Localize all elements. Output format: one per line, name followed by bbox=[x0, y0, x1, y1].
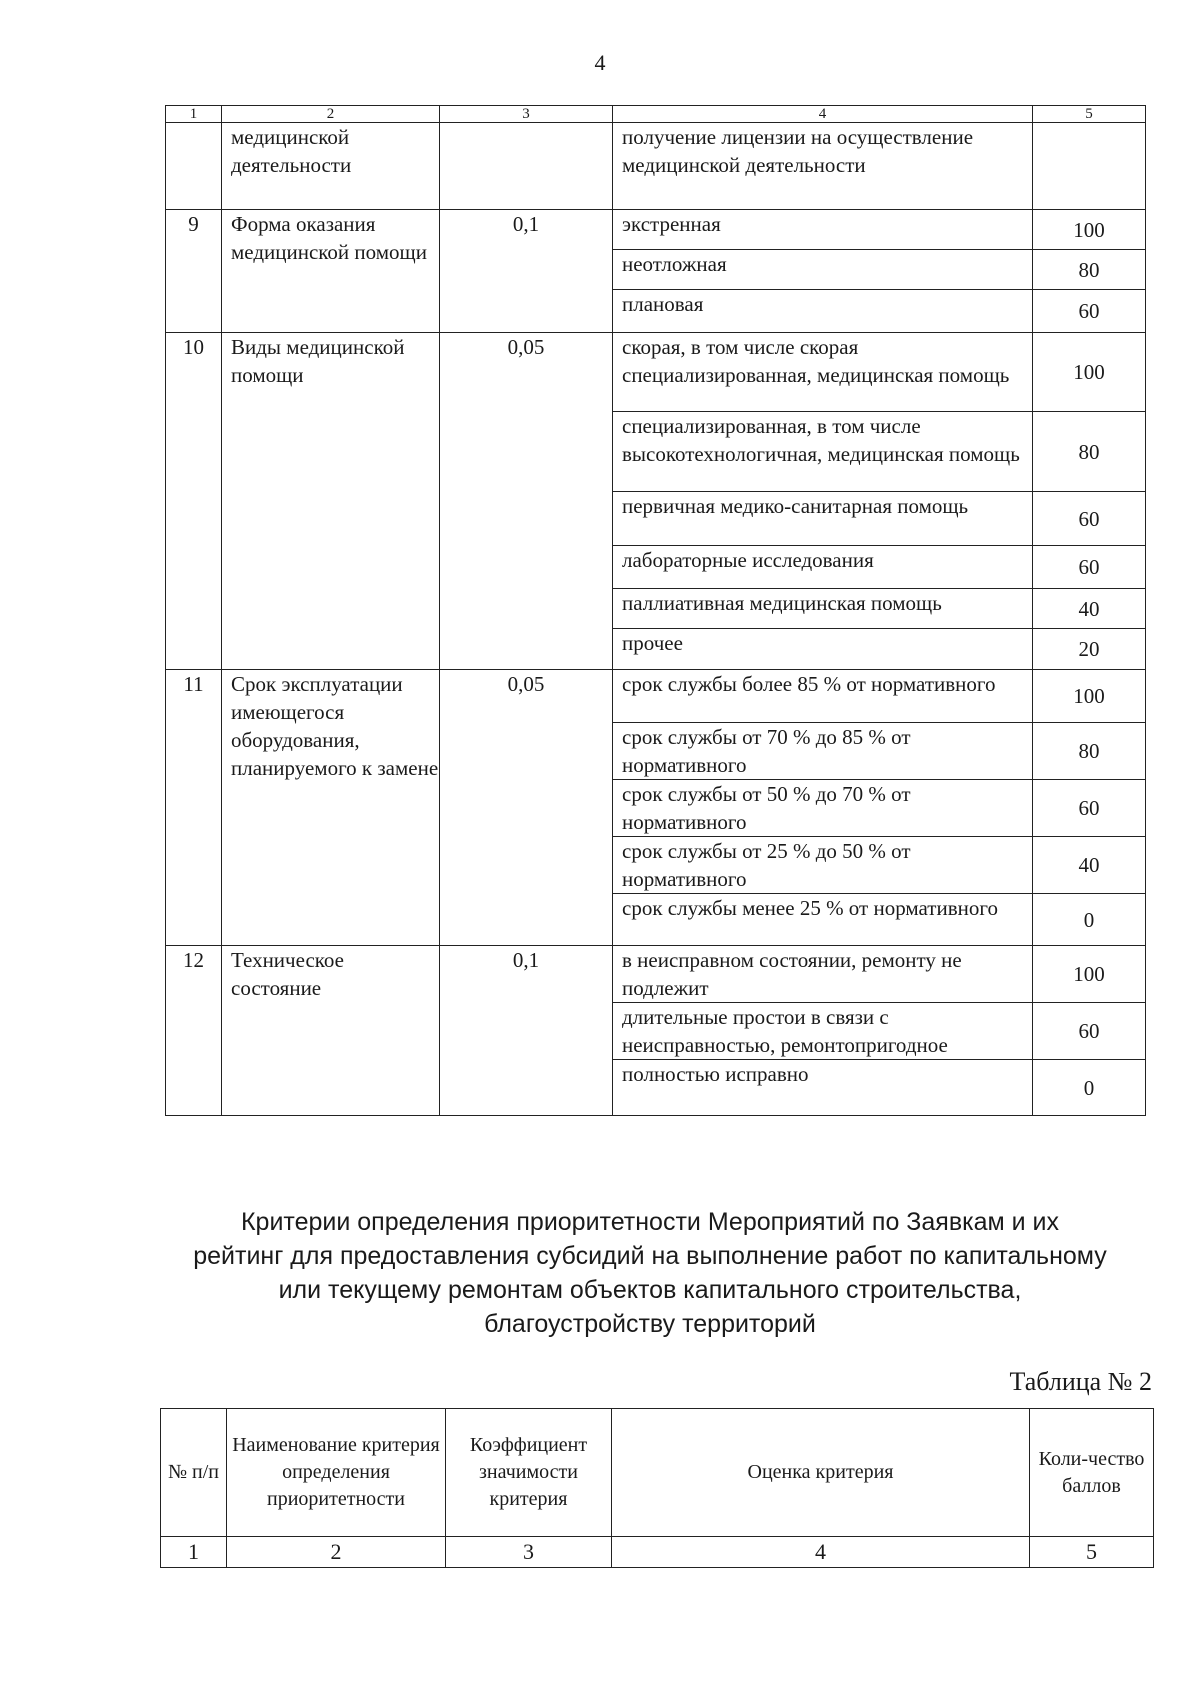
criterion-points: 60 bbox=[1033, 492, 1146, 546]
criterion-option: полностью исправно bbox=[613, 1060, 1033, 1116]
criterion-name: Виды медицинской помощи bbox=[222, 333, 440, 670]
criterion-option: срок службы менее 25 % от нормативного bbox=[613, 894, 1033, 946]
criteria-table-continued bbox=[165, 105, 1146, 1116]
criterion-coefficient bbox=[440, 123, 613, 210]
criterion-option: скорая, в том числе скорая специализированная, медицинская помощь bbox=[613, 333, 1033, 412]
criterion-points: 100 bbox=[1033, 946, 1146, 1003]
column-number-row bbox=[166, 106, 1146, 123]
criterion-points: 80 bbox=[1033, 250, 1146, 290]
criterion-points: 0 bbox=[1033, 1060, 1146, 1116]
caption-line: Критерии определения приоритетности Мероприятий по Заявкам и их bbox=[240, 1208, 1060, 1236]
criterion-option: лабораторные исследования bbox=[613, 546, 1033, 589]
criterion-coefficient: 0,05 bbox=[440, 670, 613, 946]
criterion-coefficient: 0,1 bbox=[440, 210, 613, 333]
criterion-option: в неисправном состоянии, ремонту не подлежит bbox=[613, 946, 1033, 1003]
table2-caption bbox=[160, 1205, 1140, 1341]
header-number: № п/п bbox=[161, 1409, 227, 1537]
criterion-name: Срок эксплуатации имеющегося оборудования, планируемого к замене bbox=[222, 670, 440, 946]
criterion-points: 100 bbox=[1033, 210, 1146, 250]
criterion-points: 40 bbox=[1033, 837, 1146, 894]
criterion-option: прочее bbox=[613, 629, 1033, 670]
caption-line: благоустройству территорий bbox=[484, 1310, 816, 1338]
table2-label: Таблица № 2 bbox=[1009, 1367, 1152, 1396]
header-coefficient: Коэффициент значимости критерия bbox=[446, 1409, 612, 1537]
criterion-option: паллиативная медицинская помощь bbox=[613, 589, 1033, 629]
column-number: 1 bbox=[161, 1537, 227, 1568]
caption-line: рейтинг для предоставления субсидий на выполнение работ по капитальному bbox=[193, 1242, 1107, 1270]
table2-header-row bbox=[161, 1409, 1154, 1537]
column-number: 1 bbox=[166, 106, 222, 123]
criterion-option: неотложная bbox=[613, 250, 1033, 290]
criterion-option: срок службы от 25 % до 50 % от нормативного bbox=[613, 837, 1033, 894]
criterion-points: 60 bbox=[1033, 290, 1146, 333]
table2-column-number-row bbox=[161, 1537, 1154, 1568]
page-number: 4 bbox=[594, 50, 606, 75]
criterion-option: длительные простои в связи с неисправностью, ремонтопригодное bbox=[613, 1003, 1033, 1060]
column-number: 4 bbox=[613, 106, 1033, 123]
column-number: 3 bbox=[440, 106, 613, 123]
criterion-points: 20 bbox=[1033, 629, 1146, 670]
criterion-points: 100 bbox=[1033, 333, 1146, 412]
criterion-points: 40 bbox=[1033, 589, 1146, 629]
criterion-coefficient: 0,1 bbox=[440, 946, 613, 1116]
criterion-number bbox=[166, 123, 222, 210]
criterion-points: 0 bbox=[1033, 894, 1146, 946]
criterion-number: 10 bbox=[166, 333, 222, 670]
criterion-points: 60 bbox=[1033, 1003, 1146, 1060]
criterion-name: Техническое состояние bbox=[222, 946, 440, 1116]
criterion-option-row bbox=[166, 210, 1146, 250]
criterion-option: первичная медико-санитарная помощь bbox=[613, 492, 1033, 546]
criterion-coefficient: 0,05 bbox=[440, 333, 613, 670]
criterion-option: срок службы от 50 % до 70 % от нормативного bbox=[613, 780, 1033, 837]
column-number: 2 bbox=[222, 106, 440, 123]
criterion-option-row bbox=[166, 333, 1146, 412]
header-criterion-name: Наименование критерия определения приоритетности bbox=[227, 1409, 446, 1537]
column-number: 2 bbox=[227, 1537, 446, 1568]
criterion-points: 80 bbox=[1033, 412, 1146, 492]
criterion-points: 80 bbox=[1033, 723, 1146, 780]
criterion-name: медицинской деятельности bbox=[222, 123, 440, 210]
table-row-continued bbox=[166, 123, 1146, 210]
criterion-name: Форма оказания медицинской помощи bbox=[222, 210, 440, 333]
criteria-table-2 bbox=[160, 1408, 1154, 1568]
header-evaluation: Оценка критерия bbox=[612, 1409, 1030, 1537]
column-number: 3 bbox=[446, 1537, 612, 1568]
column-number: 5 bbox=[1030, 1537, 1154, 1568]
criterion-points bbox=[1033, 123, 1146, 210]
column-number: 4 bbox=[612, 1537, 1030, 1568]
criterion-number: 9 bbox=[166, 210, 222, 333]
criterion-option: срок службы от 70 % до 85 % от нормативного bbox=[613, 723, 1033, 780]
criterion-option: специализированная, в том числе высокотехнологичная, медицинская помощь bbox=[613, 412, 1033, 492]
criterion-option: экстренная bbox=[613, 210, 1033, 250]
criterion-points: 60 bbox=[1033, 546, 1146, 589]
criterion-points: 60 bbox=[1033, 780, 1146, 837]
criterion-points: 100 bbox=[1033, 670, 1146, 723]
criterion-option: получение лицензии на осуществление медицинской деятельности bbox=[613, 123, 1033, 210]
column-number: 5 bbox=[1033, 106, 1146, 123]
criterion-option-row bbox=[166, 946, 1146, 1003]
header-points: Коли-чество баллов bbox=[1030, 1409, 1154, 1537]
criterion-option-row bbox=[166, 670, 1146, 723]
criterion-number: 11 bbox=[166, 670, 222, 946]
criterion-option: срок службы более 85 % от нормативного bbox=[613, 670, 1033, 723]
caption-line: или текущему ремонтам объектов капитального строительства, bbox=[278, 1276, 1022, 1304]
criterion-option: плановая bbox=[613, 290, 1033, 333]
criterion-number: 12 bbox=[166, 946, 222, 1116]
